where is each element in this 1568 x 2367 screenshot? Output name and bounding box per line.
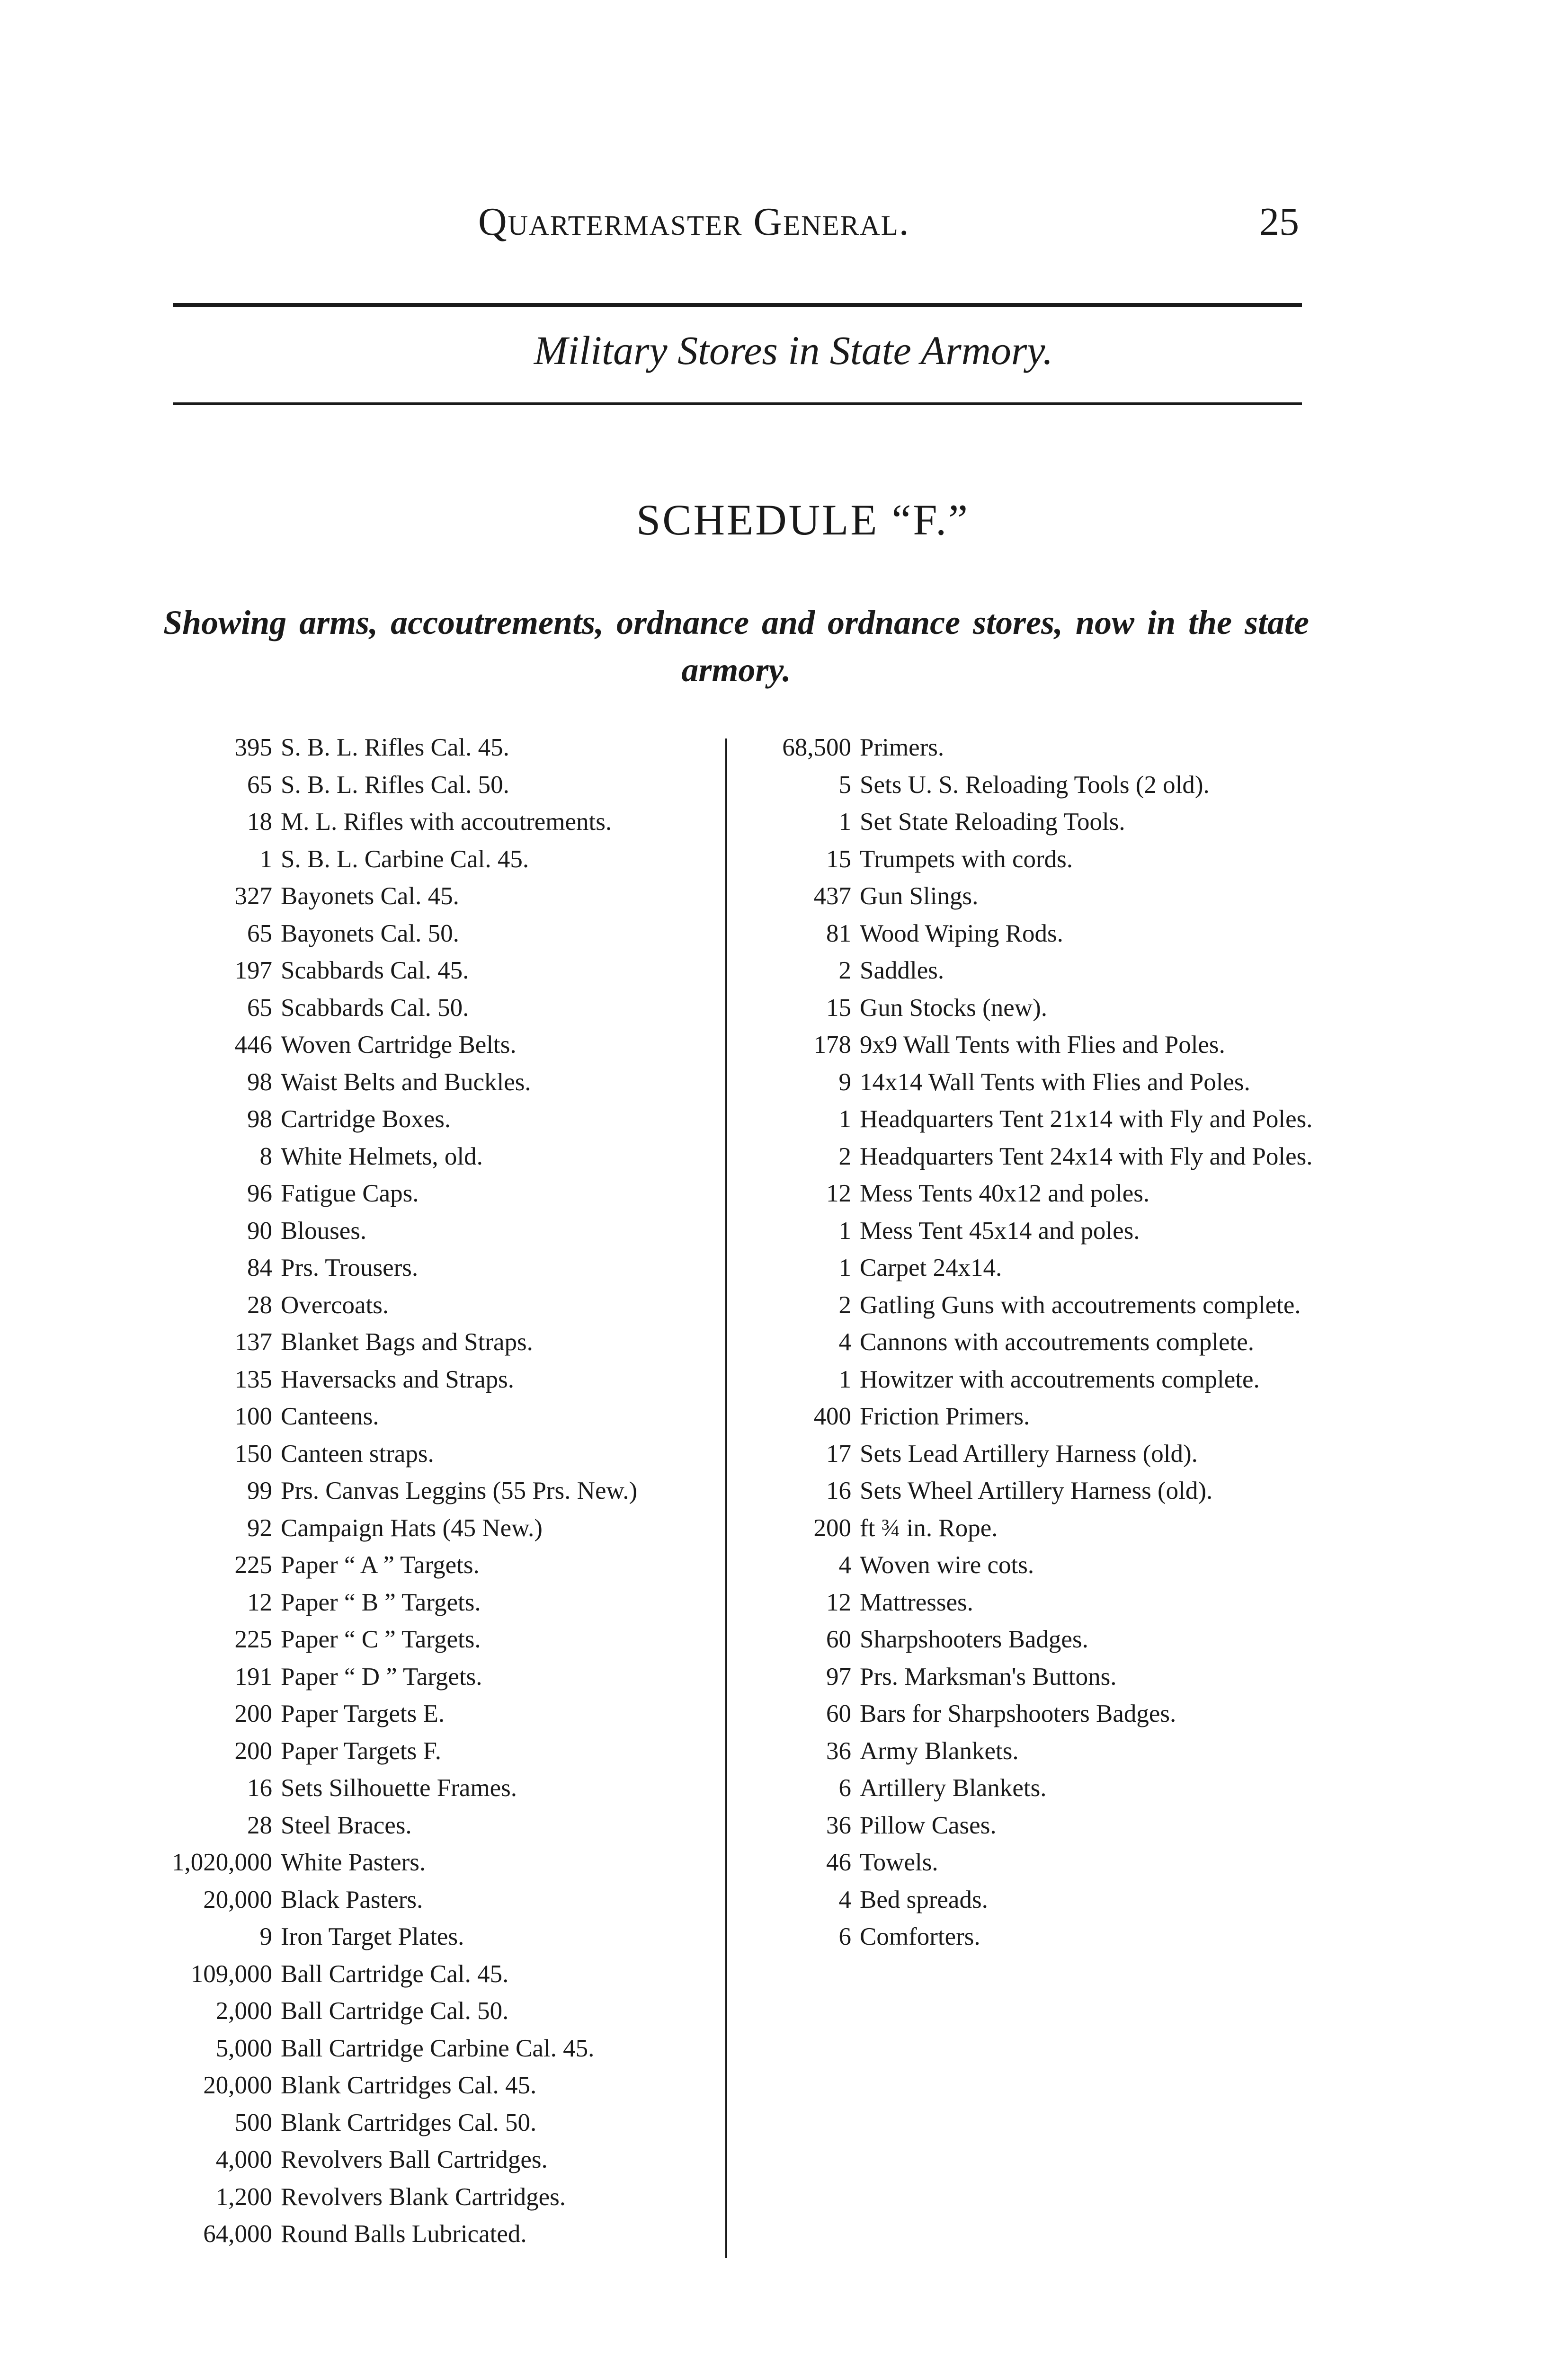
inventory-item <box>757 952 1316 989</box>
page-number: 25 <box>1259 200 1299 244</box>
inventory-item <box>151 2141 710 2179</box>
item-quantity: 150 <box>234 1440 272 1468</box>
inventory-item <box>151 1175 710 1212</box>
item-quantity: 20,000 <box>203 1886 272 1913</box>
item-quantity: 4 <box>838 1328 851 1356</box>
item-quantity: 2 <box>838 957 851 984</box>
item-description: Bars for Sharpshooters Badges. <box>860 1700 1176 1727</box>
inventory-item <box>757 1175 1316 1212</box>
inventory-item <box>151 1993 710 2030</box>
inventory-item <box>151 1733 710 1770</box>
inventory-item <box>151 1026 710 1064</box>
running-head: Quartermaster General. <box>478 200 910 244</box>
item-description: Scabbards Cal. 45. <box>281 957 469 984</box>
item-quantity: 97 <box>826 1663 851 1691</box>
inventory-item <box>151 1807 710 1844</box>
item-quantity: 1 <box>838 1365 851 1393</box>
item-description: Revolvers Ball Cartridges. <box>281 2146 548 2173</box>
item-quantity: 197 <box>234 957 272 984</box>
item-quantity: 225 <box>234 1551 272 1579</box>
item-quantity: 2 <box>838 1291 851 1319</box>
inventory-item <box>151 2179 710 2216</box>
inventory-item <box>757 1658 1316 1696</box>
inventory-item <box>151 1956 710 1993</box>
item-description: Paper Targets E. <box>281 1700 445 1727</box>
item-quantity: 1 <box>259 845 272 873</box>
inventory-item <box>151 1361 710 1398</box>
inventory-item <box>757 1212 1316 1250</box>
inventory-item <box>151 952 710 989</box>
item-quantity: 4,000 <box>215 2146 272 2173</box>
item-quantity: 92 <box>247 1514 272 1542</box>
item-quantity: 4 <box>838 1551 851 1579</box>
item-description: Primers. <box>860 734 944 761</box>
item-description: Mess Tent 45x14 and poles. <box>860 1217 1140 1245</box>
item-quantity: 135 <box>234 1365 272 1393</box>
item-description: Fatigue Caps. <box>281 1180 419 1207</box>
inventory-item <box>757 1770 1316 1807</box>
inventory-item <box>151 1138 710 1175</box>
item-quantity: 36 <box>826 1737 851 1765</box>
item-description: Blank Cartridges Cal. 45. <box>281 2072 537 2099</box>
inventory-item <box>151 1844 710 1881</box>
item-description: Towels. <box>860 1849 938 1876</box>
item-quantity: 2,000 <box>215 1997 272 2025</box>
item-description: Gatling Guns with accoutrements complete. <box>860 1291 1301 1319</box>
inventory-item <box>151 1547 710 1584</box>
left-inventory-column <box>151 729 710 2253</box>
inventory-item <box>757 989 1316 1027</box>
inventory-item <box>151 729 710 766</box>
item-quantity: 28 <box>247 1811 272 1839</box>
item-description: Scabbards Cal. 50. <box>281 994 469 1022</box>
inventory-item <box>151 803 710 841</box>
item-quantity: 64,000 <box>203 2220 272 2248</box>
item-quantity: 81 <box>826 919 851 947</box>
item-quantity: 12 <box>247 1588 272 1616</box>
item-quantity: 28 <box>247 1291 272 1319</box>
item-quantity: 327 <box>234 882 272 910</box>
inventory-item <box>151 2030 710 2067</box>
inventory-item <box>151 2104 710 2142</box>
item-quantity: 1,200 <box>215 2183 272 2211</box>
inventory-item <box>151 841 710 878</box>
item-description: Trumpets with cords. <box>860 845 1073 873</box>
item-quantity: 109,000 <box>190 1960 272 1988</box>
item-quantity: 2 <box>838 1142 851 1170</box>
item-description: Pillow Cases. <box>860 1811 997 1839</box>
inventory-item <box>757 1807 1316 1844</box>
item-quantity: 15 <box>826 994 851 1022</box>
item-quantity: 36 <box>826 1811 851 1839</box>
item-quantity: 18 <box>247 808 272 836</box>
item-description: Paper “ D ” Targets. <box>281 1663 482 1691</box>
item-description: Prs. Marksman's Buttons. <box>860 1663 1117 1691</box>
item-description: White Helmets, old. <box>281 1142 483 1170</box>
item-quantity: 60 <box>826 1626 851 1653</box>
item-description: Sets Wheel Artillery Harness (old). <box>860 1477 1213 1504</box>
item-description: Waist Belts and Buckles. <box>281 1068 531 1096</box>
item-description: 9x9 Wall Tents with Flies and Poles. <box>860 1031 1225 1059</box>
inventory-item <box>757 1547 1316 1584</box>
item-quantity: 191 <box>234 1663 272 1691</box>
inventory-item <box>151 1918 710 1956</box>
item-quantity: 16 <box>826 1477 851 1504</box>
item-quantity: 6 <box>838 1774 851 1802</box>
inventory-item <box>757 1472 1316 1510</box>
item-description: Paper Targets F. <box>281 1737 441 1765</box>
item-description: Steel Braces. <box>281 1811 412 1839</box>
inventory-item <box>757 1733 1316 1770</box>
inventory-item <box>151 1324 710 1361</box>
inventory-item <box>151 1435 710 1473</box>
item-description: Ball Cartridge Cal. 50. <box>281 1997 509 2025</box>
item-quantity: 100 <box>234 1403 272 1430</box>
item-description: Headquarters Tent 24x14 with Fly and Poles. <box>860 1142 1313 1170</box>
inventory-item <box>757 1324 1316 1361</box>
item-quantity: 12 <box>826 1588 851 1616</box>
item-description: Artillery Blankets. <box>860 1774 1047 1802</box>
item-description: Paper “ B ” Targets. <box>281 1588 481 1616</box>
inventory-item <box>151 1101 710 1138</box>
item-description: Blouses. <box>281 1217 367 1245</box>
item-quantity: 90 <box>247 1217 272 1245</box>
item-quantity: 16 <box>247 1774 272 1802</box>
inventory-item <box>757 1584 1316 1621</box>
inventory-item <box>151 2067 710 2104</box>
inventory-item <box>757 1844 1316 1881</box>
item-description: Paper “ A ” Targets. <box>281 1551 480 1579</box>
item-description: Wood Wiping Rods. <box>860 919 1063 947</box>
inventory-item <box>757 1249 1316 1287</box>
inventory-item <box>151 1287 710 1324</box>
item-quantity: 9 <box>838 1068 851 1096</box>
item-quantity: 6 <box>838 1923 851 1950</box>
item-description: Campaign Hats (45 New.) <box>281 1514 543 1542</box>
item-quantity: 65 <box>247 919 272 947</box>
inventory-item <box>757 1026 1316 1064</box>
item-quantity: 12 <box>826 1180 851 1207</box>
item-description: Haversacks and Straps. <box>281 1365 515 1393</box>
inventory-item <box>151 1695 710 1733</box>
item-quantity: 137 <box>234 1328 272 1356</box>
inventory-item <box>757 803 1316 841</box>
inventory-item <box>151 766 710 804</box>
item-description: Prs. Trousers. <box>281 1254 419 1281</box>
item-quantity: 46 <box>826 1849 851 1876</box>
inventory-item <box>151 1770 710 1807</box>
item-description: Sets Silhouette Frames. <box>281 1774 517 1802</box>
inventory-item <box>757 1361 1316 1398</box>
item-description: ft ¾ in. Rope. <box>860 1514 998 1542</box>
inventory-item <box>757 1398 1316 1435</box>
inventory-item <box>757 1101 1316 1138</box>
item-description: Iron Target Plates. <box>281 1923 464 1950</box>
inventory-item <box>757 1435 1316 1473</box>
item-quantity: 98 <box>247 1105 272 1133</box>
item-description: Bayonets Cal. 45. <box>281 882 459 910</box>
inventory-item <box>757 1881 1316 1919</box>
item-quantity: 446 <box>234 1031 272 1059</box>
inventory-item <box>151 1249 710 1287</box>
item-description: Blanket Bags and Straps. <box>281 1328 533 1356</box>
item-quantity: 60 <box>826 1700 851 1727</box>
item-description: Paper “ C ” Targets. <box>281 1626 481 1653</box>
item-quantity: 68,500 <box>782 734 851 761</box>
inventory-item <box>151 1584 710 1621</box>
item-description: White Pasters. <box>281 1849 426 1876</box>
item-description: Cartridge Boxes. <box>281 1105 451 1133</box>
item-description: Sets Lead Artillery Harness (old). <box>860 1440 1198 1468</box>
item-description: Bed spreads. <box>860 1886 988 1913</box>
item-description: Carpet 24x14. <box>860 1254 1002 1281</box>
item-quantity: 200 <box>234 1700 272 1727</box>
inventory-item <box>151 1658 710 1696</box>
item-description: Friction Primers. <box>860 1403 1030 1430</box>
section-title: Military Stores in State Armory. <box>534 328 1053 373</box>
item-quantity: 96 <box>247 1180 272 1207</box>
item-quantity: 17 <box>826 1440 851 1468</box>
item-description: Bayonets Cal. 50. <box>281 919 459 947</box>
inventory-item <box>757 1918 1316 1956</box>
item-description: Ball Cartridge Cal. 45. <box>281 1960 509 1988</box>
item-quantity: 84 <box>247 1254 272 1281</box>
item-description: Blank Cartridges Cal. 50. <box>281 2109 537 2136</box>
item-description: Howitzer with accoutrements complete. <box>860 1365 1260 1393</box>
item-description: Canteens. <box>281 1403 379 1430</box>
item-description: Mattresses. <box>860 1588 973 1616</box>
item-quantity: 437 <box>813 882 851 910</box>
top-rule <box>173 303 1302 307</box>
item-description: Prs. Canvas Leggins (55 Prs. New.) <box>281 1477 638 1504</box>
inventory-item <box>151 1064 710 1101</box>
schedule-intro: Showing arms, accoutrements, ordnance and ordnance stores, now in the state armory. <box>163 604 1309 689</box>
column-divider <box>725 739 727 2258</box>
inventory-item <box>151 915 710 952</box>
inventory-item <box>151 1398 710 1435</box>
item-quantity: 1 <box>838 1254 851 1281</box>
inventory-item <box>757 841 1316 878</box>
item-description: Revolvers Blank Cartridges. <box>281 2183 566 2211</box>
inventory-item <box>757 766 1316 804</box>
bottom-rule <box>173 402 1302 405</box>
item-quantity: 5 <box>838 771 851 799</box>
inventory-item <box>757 1287 1316 1324</box>
item-description: S. B. L. Carbine Cal. 45. <box>281 845 529 873</box>
item-quantity: 1 <box>838 808 851 836</box>
inventory-item <box>151 1881 710 1919</box>
item-description: Comforters. <box>860 1923 980 1950</box>
item-description: 14x14 Wall Tents with Flies and Poles. <box>860 1068 1250 1096</box>
item-quantity: 98 <box>247 1068 272 1096</box>
item-quantity: 65 <box>247 771 272 799</box>
item-quantity: 400 <box>813 1403 851 1430</box>
inventory-item <box>151 1510 710 1547</box>
item-quantity: 20,000 <box>203 2072 272 2099</box>
inventory-item <box>151 1621 710 1658</box>
schedule-heading: SCHEDULE “F.” <box>636 496 970 544</box>
item-description: Overcoats. <box>281 1291 389 1319</box>
inventory-item <box>757 1621 1316 1658</box>
item-quantity: 99 <box>247 1477 272 1504</box>
item-description: M. L. Rifles with accoutrements. <box>281 808 612 836</box>
item-quantity: 1,020,000 <box>172 1849 272 1876</box>
item-description: Mess Tents 40x12 and poles. <box>860 1180 1150 1207</box>
inventory-item <box>151 1472 710 1510</box>
item-quantity: 65 <box>247 994 272 1022</box>
item-description: Set State Reloading Tools. <box>860 808 1125 836</box>
inventory-item <box>151 1212 710 1250</box>
inventory-item <box>757 1064 1316 1101</box>
inventory-item <box>151 2216 710 2253</box>
item-description: Cannons with accoutrements complete. <box>860 1328 1255 1356</box>
item-description: Army Blankets. <box>860 1737 1019 1765</box>
item-quantity: 200 <box>813 1514 851 1542</box>
item-quantity: 500 <box>234 2109 272 2136</box>
item-quantity: 200 <box>234 1737 272 1765</box>
item-description: Gun Stocks (new). <box>860 994 1047 1022</box>
item-description: S. B. L. Rifles Cal. 45. <box>281 734 509 761</box>
item-quantity: 9 <box>259 1923 272 1950</box>
item-description: Woven wire cots. <box>860 1551 1034 1579</box>
item-quantity: 1 <box>838 1105 851 1133</box>
item-description: Ball Cartridge Carbine Cal. 45. <box>281 2034 595 2062</box>
item-quantity: 15 <box>826 845 851 873</box>
inventory-item <box>757 729 1316 766</box>
item-description: Saddles. <box>860 957 944 984</box>
inventory-item <box>151 989 710 1027</box>
item-quantity: 395 <box>234 734 272 761</box>
item-description: S. B. L. Rifles Cal. 50. <box>281 771 509 799</box>
item-description: Gun Slings. <box>860 882 979 910</box>
item-quantity: 4 <box>838 1886 851 1913</box>
item-quantity: 178 <box>813 1031 851 1059</box>
right-inventory-column <box>757 729 1316 1956</box>
item-quantity: 225 <box>234 1626 272 1653</box>
item-description: Canteen straps. <box>281 1440 434 1468</box>
inventory-item <box>757 1138 1316 1175</box>
inventory-item <box>757 878 1316 915</box>
item-description: Black Pasters. <box>281 1886 423 1913</box>
inventory-item <box>757 1510 1316 1547</box>
inventory-item <box>151 878 710 915</box>
inventory-item <box>757 915 1316 952</box>
item-description: Sets U. S. Reloading Tools (2 old). <box>860 771 1210 799</box>
item-quantity: 1 <box>838 1217 851 1245</box>
item-description: Headquarters Tent 21x14 with Fly and Poles. <box>860 1105 1313 1133</box>
item-quantity: 8 <box>259 1142 272 1170</box>
item-description: Round Balls Lubricated. <box>281 2220 527 2248</box>
inventory-item <box>757 1695 1316 1733</box>
item-quantity: 5,000 <box>215 2034 272 2062</box>
item-description: Sharpshooters Badges. <box>860 1626 1088 1653</box>
item-description: Woven Cartridge Belts. <box>281 1031 517 1059</box>
